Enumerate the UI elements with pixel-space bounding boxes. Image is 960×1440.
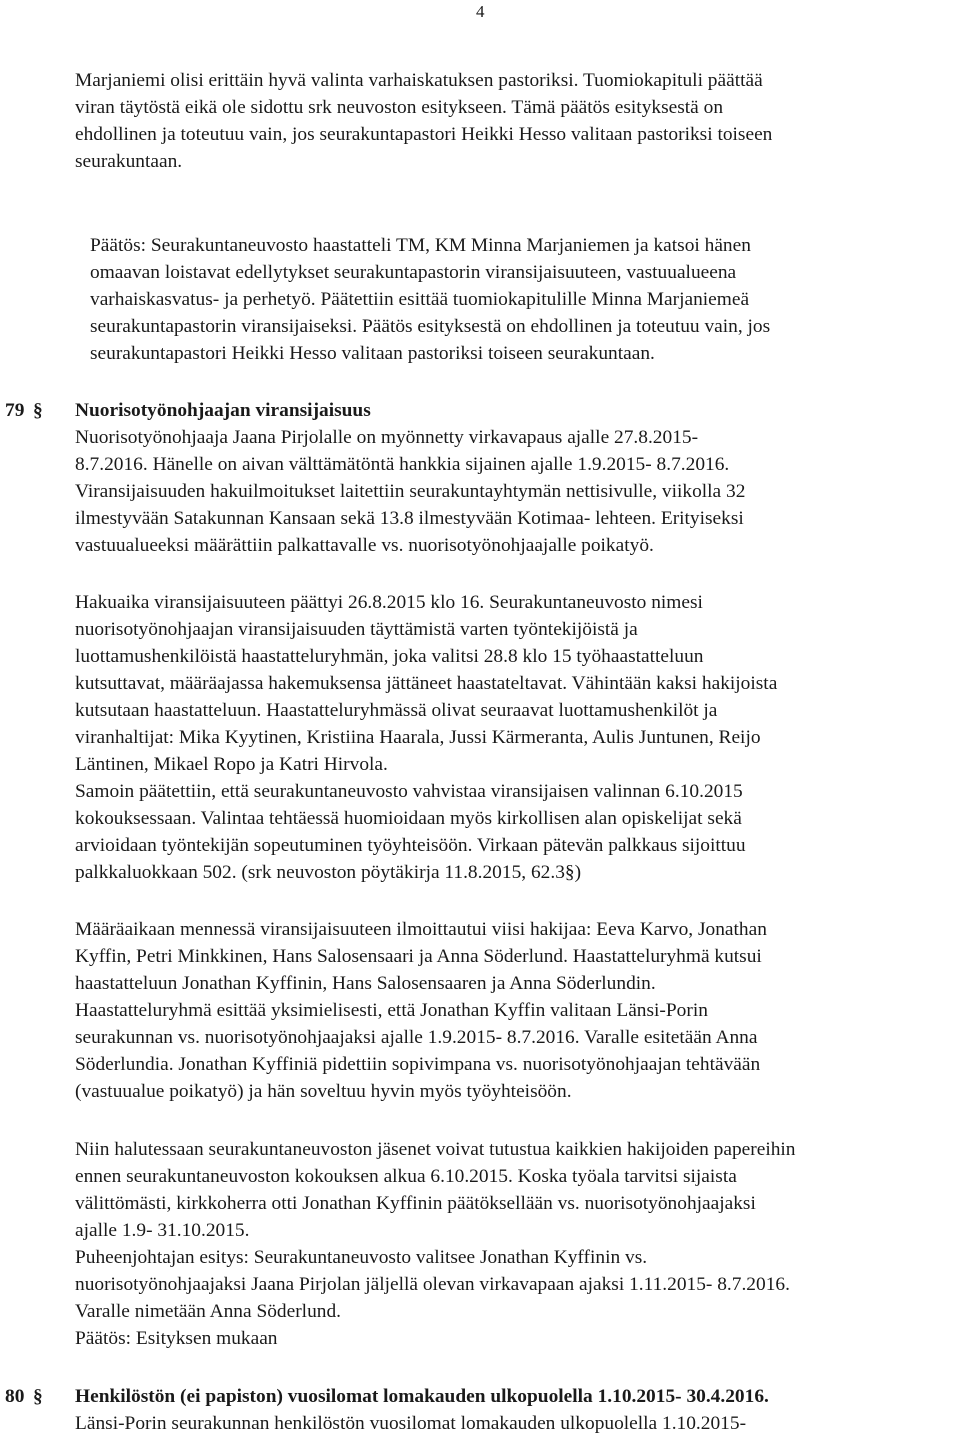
text-line: Päätös: Seurakuntaneuvosto haastatteli TM, KM Minna Marjaniemen ja katsoi hänen xyxy=(90,235,751,256)
text-line: seurakuntaan. xyxy=(75,151,183,172)
section-number: 80 xyxy=(5,1386,25,1407)
text-line: seurakunnan vs. nuorisotyönohjaajaksi ajalle 1.9.2015- 8.7.2016. Varalle esitetään Anna xyxy=(75,1027,758,1048)
text-line: Määräaikaan mennessä viransijaisuuteen ilmoittautui viisi hakijaa: Eeva Karvo, Jonathan xyxy=(75,919,767,940)
section-title: Nuorisotyönohjaajan viransijaisuus xyxy=(75,400,371,421)
text-line: palkkaluokkaan 502. (srk neuvoston pöytäkirja 11.8.2015, 62.3§) xyxy=(75,862,582,883)
text-line: ehdollinen ja toteutuu vain, jos seurakuntapastori Heikki Hesso valitaan pastoriksi toiseen xyxy=(75,124,773,145)
text-line: arvioidaan työntekijän sopeutuminen työyhteisöön. Virkaan pätevän palkkaus sijoittuu xyxy=(75,835,746,856)
text-line: luottamushenkilöistä haastatteluryhmän, joka valitsi 28.8 klo 15 työhaastatteluun xyxy=(75,646,704,667)
text-line: kutsuttavat, määräajassa hakemuksensa jättäneet haastateltavat. Vähintään kaksi hakijoista xyxy=(75,673,778,694)
text-line: Haastatteluryhmä esittää yksimielisesti, että Jonathan Kyffin valitaan Länsi-Porin xyxy=(75,1000,708,1021)
text-line: Puheenjohtajan esitys: Seurakuntaneuvosto valitsee Jonathan Kyffinin vs. xyxy=(75,1247,648,1268)
text-line: Nuorisotyönohjaaja Jaana Pirjolalle on myönnetty virkavapaus ajalle 27.8.2015- xyxy=(75,427,699,448)
text-line: välittömästi, kirkkoherra otti Jonathan Kyffinin päätöksellään vs. nuorisotyönohjaajaksi xyxy=(75,1193,756,1214)
text-line: haastatteluun Jonathan Kyffinin, Hans Salosensaaren ja Anna Söderlundin. xyxy=(75,973,656,994)
text-line: kokouksessaan. Valintaa tehtäessä huomioidaan myös kirkollisen alan opiskelijat sekä xyxy=(75,808,742,829)
text-line: Päätös: Esityksen mukaan xyxy=(75,1328,278,1349)
text-line: viranhaltijat: Mika Kyytinen, Kristiina Haarala, Jussi Kärmeranta, Aulis Juntunen, Reijo xyxy=(75,727,761,748)
section-title: Henkilöstön (ei papiston) vuosilomat lomakauden ulkopuolella 1.10.2015- 30.4.2016. xyxy=(75,1386,769,1407)
text-line: Varalle nimetään Anna Söderlund. xyxy=(75,1301,342,1322)
text-line: (vastuualue poikatyö) ja hän soveltuu hyvin myös työyhteisöön. xyxy=(75,1081,572,1102)
text-line: ilmestyvään Satakunnan Kansaan sekä 13.8 ilmestyvään Kotimaa- lehteen. Erityiseksi xyxy=(75,508,744,529)
text-line: viran täytöstä eikä ole sidottu srk neuvoston esitykseen. Tämä päätös esityksestä on xyxy=(75,97,724,118)
text-line: 8.7.2016. Hänelle on aivan välttämätöntä hankkia sijainen ajalle 1.9.2015- 8.7.2016. xyxy=(75,454,730,475)
page-number: 4 xyxy=(476,2,485,21)
text-line: Samoin päätettiin, että seurakuntaneuvosto vahvistaa viransijaisen valinnan 6.10.2015 xyxy=(75,781,743,802)
text-line: Söderlundia. Jonathan Kyffiniä pidettiin sopivimpana vs. nuorisotyönohjaajan tehtävään xyxy=(75,1054,761,1075)
text-line: Viransijaisuuden hakuilmoitukset laitettiin seurakuntayhtymän nettisivulle, viikolla 32 xyxy=(75,481,746,502)
text-line: Niin halutessaan seurakuntaneuvoston jäsenet voivat tutustua kaikkien hakijoiden papereihin xyxy=(75,1139,796,1160)
text-line: ennen seurakuntaneuvoston kokouksen alkua 6.10.2015. Koska työala tarvitsi sijaista xyxy=(75,1166,737,1187)
text-line: seurakuntapastori Heikki Hesso valitaan pastoriksi toiseen seurakuntaan. xyxy=(90,343,655,364)
text-line: nuorisotyönohjaajaksi Jaana Pirjolan jäljellä olevan virkavapaan ajaksi 1.11.2015- 8.7.2016. xyxy=(75,1274,790,1295)
text-line: Läntinen, Mikael Ropo ja Katri Hirvola. xyxy=(75,754,388,775)
section-symbol: § xyxy=(33,400,43,421)
section-number: 79 xyxy=(5,400,25,421)
text-line: Marjaniemi olisi erittäin hyvä valinta varhaiskatuksen pastoriksi. Tuomiokapituli päättää xyxy=(75,70,763,91)
text-line: ajalle 1.9- 31.10.2015. xyxy=(75,1220,250,1241)
text-line: omaavan loistavat edellytykset seurakuntapastorin viransijaisuuteen, vastuualueena xyxy=(90,262,737,283)
text-line: seurakuntapastorin viransijaiseksi. Päätös esityksestä on ehdollinen ja toteutuu vain, jos xyxy=(90,316,771,337)
text-line: vastuualueeksi määrättiin palkattavalle vs. nuorisotyönohjaajalle poikatyö. xyxy=(75,535,654,556)
text-line: nuorisotyönohjaajan viransijaisuuden täyttämistä varten työntekijöistä ja xyxy=(75,619,638,640)
text-line: kutsutaan haastatteluun. Haastatteluryhmässä olivat seuraavat luottamushenkilöt ja xyxy=(75,700,718,721)
text-line: Hakuaika viransijaisuuteen päättyi 26.8.2015 klo 16. Seurakuntaneuvosto nimesi xyxy=(75,592,703,613)
text-line: Kyffin, Petri Minkkinen, Hans Salosensaari ja Anna Söderlund. Haastatteluryhmä kutsui xyxy=(75,946,762,967)
text-line: Länsi-Porin seurakunnan henkilöstön vuosilomat lomakauden ulkopuolella 1.10.2015- xyxy=(75,1413,747,1434)
section-symbol: § xyxy=(33,1386,43,1407)
text-line: varhaiskasvatus- ja perhetyö. Päätettiin esittää tuomiokapitulille Minna Marjaniemeä xyxy=(90,289,750,310)
